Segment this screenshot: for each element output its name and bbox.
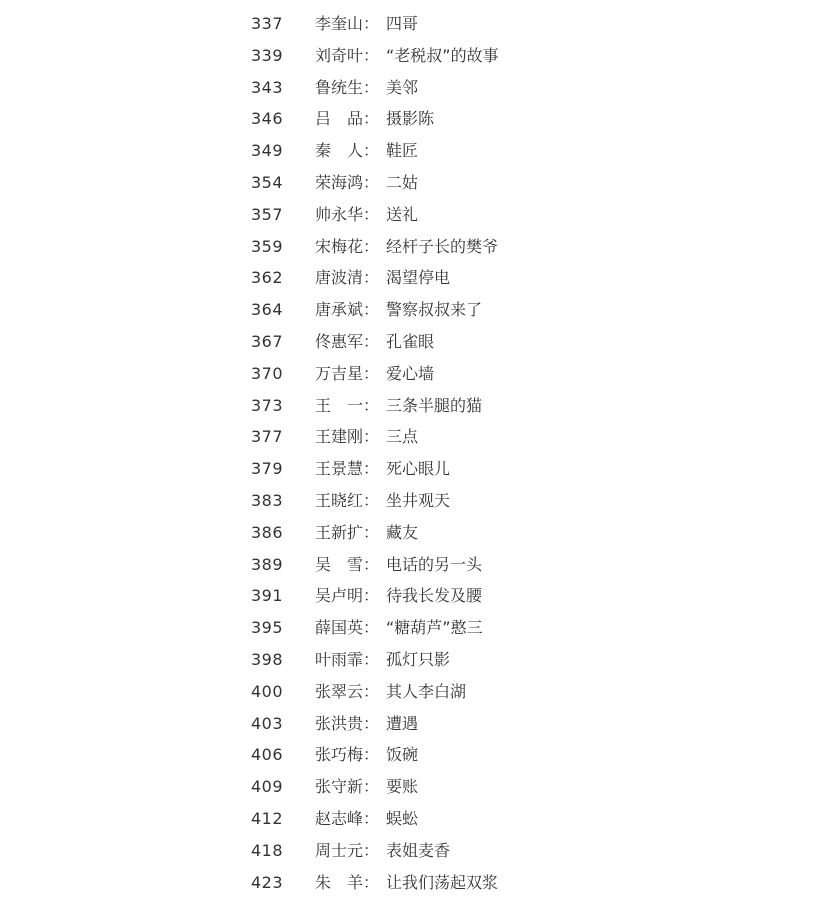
page-number: 379: [251, 459, 284, 479]
page-number: 383: [251, 490, 284, 510]
toc-entry: [0, 390, 836, 422]
toc-entry: [0, 708, 836, 740]
story-title: “老税叔”的故事: [386, 45, 499, 65]
page-number: 364: [251, 300, 284, 320]
toc-entry: [0, 72, 836, 104]
story-title: 警察叔叔来了: [386, 300, 483, 320]
story-title: 饭碗: [386, 745, 419, 765]
author-name: 张洪贵：: [315, 713, 380, 733]
toc-entry: [0, 421, 836, 453]
author-name: 王建刚：: [315, 427, 380, 447]
toc-entry: [0, 103, 836, 135]
page-number: 362: [251, 268, 284, 288]
toc-entry: [0, 549, 836, 581]
page-number: 409: [251, 777, 284, 797]
story-title: 其人李白湖: [386, 681, 467, 701]
page-number: 346: [251, 109, 284, 129]
author-name: 唐承斌：: [315, 300, 380, 320]
author-name: 鲁统生：: [315, 77, 380, 97]
story-title: 四哥: [386, 14, 419, 33]
story-title: 要账: [386, 777, 419, 797]
toc-entry: [0, 771, 836, 803]
story-title: 渴望停电: [386, 268, 451, 288]
page-number: 359: [251, 236, 284, 256]
toc-entry: [0, 612, 836, 644]
page-number: 370: [251, 363, 284, 383]
page-number: 377: [251, 427, 284, 447]
author-name: 刘奇叶：: [315, 45, 380, 65]
story-title: 坐井观天: [386, 490, 451, 510]
author-name: 朱 羊：: [315, 872, 380, 892]
author-name: 荣海鸿：: [315, 172, 380, 192]
page-number: 367: [251, 331, 284, 351]
toc-entry: [0, 40, 836, 72]
page-number: 403: [251, 713, 284, 733]
story-title: 美邻: [386, 77, 419, 97]
author-name: 吕 品：: [315, 109, 380, 129]
story-title: 遭遇: [386, 713, 419, 733]
story-title: 藏友: [386, 522, 419, 542]
story-title: 送礼: [386, 204, 419, 224]
page-number: 349: [251, 141, 284, 161]
toc-entry: [0, 231, 836, 263]
story-title: 孤灯只影: [386, 649, 451, 669]
page-number: 418: [251, 840, 284, 860]
page-number: 400: [251, 681, 284, 701]
author-name: 赵志峰：: [315, 808, 380, 828]
story-title: 三条半腿的猫: [386, 395, 483, 415]
story-title: 经杆子长的樊爷: [386, 236, 499, 256]
author-name: 王 一：: [315, 395, 380, 415]
story-title: 三点: [386, 427, 419, 447]
page-number: 386: [251, 522, 284, 542]
toc-entry: [0, 262, 836, 294]
author-name: 叶雨霏：: [315, 649, 380, 669]
toc-entry: [0, 676, 836, 708]
story-title: 死心眼儿: [386, 459, 451, 479]
page-number: 354: [251, 172, 284, 192]
story-title: 二姑: [386, 172, 419, 192]
author-name: 李奎山：: [315, 14, 380, 33]
toc-entry: [0, 294, 836, 326]
author-name: 王景慧：: [315, 459, 380, 479]
toc-entry: [0, 167, 836, 199]
story-title: 电话的另一头: [386, 554, 483, 574]
page-number: 412: [251, 808, 284, 828]
page-number: 373: [251, 395, 284, 415]
story-title: 鞋匠: [386, 141, 419, 161]
author-name: 吴卢明：: [315, 586, 380, 606]
author-name: 佟惠军：: [315, 331, 380, 351]
story-title: 摄影陈: [386, 109, 435, 129]
author-name: 王晓红：: [315, 490, 380, 510]
story-title: 爱心墙: [386, 363, 435, 383]
page-number: 395: [251, 618, 284, 638]
toc-entry: [0, 867, 836, 899]
author-name: 张巧梅：: [315, 745, 380, 765]
story-title: 让我们荡起双浆: [386, 872, 499, 892]
author-name: 万吉星：: [315, 363, 380, 383]
page-number: 343: [251, 77, 284, 97]
toc-entry: [0, 135, 836, 167]
toc-entry: [0, 8, 836, 40]
story-title: “糖葫芦”憨三: [386, 618, 483, 638]
toc-entry: [0, 644, 836, 676]
toc-entry: [0, 199, 836, 231]
page-number: 357: [251, 204, 284, 224]
author-name: 帅永华：: [315, 204, 380, 224]
author-name: 周士元：: [315, 840, 380, 860]
author-name: 唐波清：: [315, 268, 380, 288]
toc-entry: [0, 326, 836, 358]
page-number: 398: [251, 649, 284, 669]
author-name: 秦 人：: [315, 141, 380, 161]
author-name: 宋梅花：: [315, 236, 380, 256]
toc-entry: [0, 739, 836, 771]
story-title: 孔雀眼: [386, 331, 435, 351]
toc-entry: [0, 517, 836, 549]
page-number: 406: [251, 745, 284, 765]
author-name: 张守新：: [315, 777, 380, 797]
author-name: 张翠云：: [315, 681, 380, 701]
table-of-contents: [0, 8, 836, 898]
toc-entry: [0, 453, 836, 485]
page-number: 423: [251, 872, 284, 892]
story-title: 表姐麦香: [386, 840, 451, 860]
toc-entry: [0, 580, 836, 612]
page-number: 337: [251, 14, 284, 33]
toc-entry: [0, 835, 836, 867]
toc-entry: [0, 485, 836, 517]
page-number: 389: [251, 554, 284, 574]
story-title: 待我长发及腰: [386, 586, 483, 606]
author-name: 薛国英：: [315, 618, 380, 638]
author-name: 吴 雪：: [315, 554, 380, 574]
story-title: 蜈蚣: [386, 808, 419, 828]
toc-entry: [0, 803, 836, 835]
toc-entry: [0, 358, 836, 390]
page-number: 391: [251, 586, 284, 606]
author-name: 王新扩：: [315, 522, 380, 542]
page-number: 339: [251, 45, 284, 65]
